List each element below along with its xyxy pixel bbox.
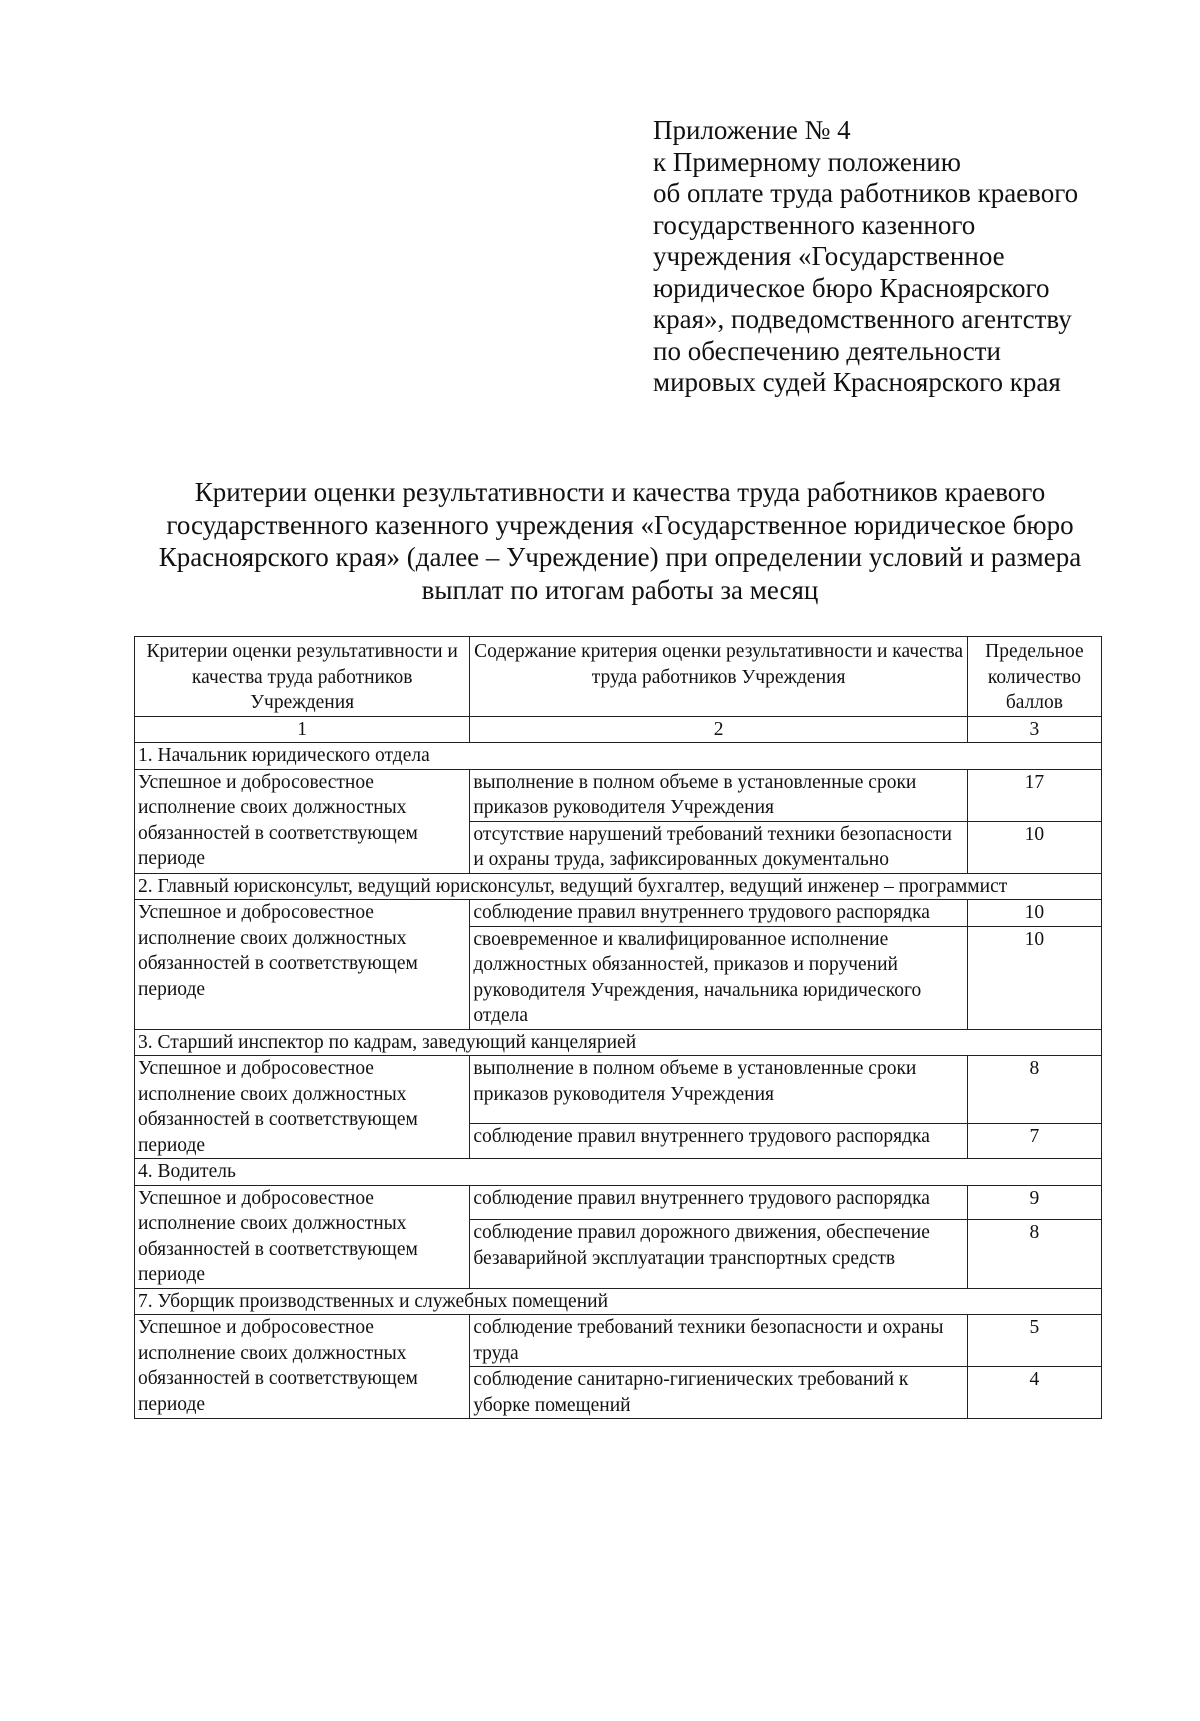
table-row bbox=[135, 900, 1102, 927]
section-title: 4. Водитель bbox=[135, 1159, 1102, 1186]
points-cell: 10 bbox=[967, 821, 1101, 873]
section-title: 7. Уборщик производственных и служебных помещений bbox=[135, 1288, 1102, 1315]
title-line: Критерии оценки результативности и качества труда работников краевого bbox=[194, 477, 1046, 507]
appendix-line: по обеспечению деятельности bbox=[653, 335, 1001, 366]
content-cell: соблюдение правил внутреннего трудового распорядка bbox=[470, 900, 968, 927]
column-number: 3 bbox=[967, 716, 1101, 743]
title-line: Красноярского края» (далее – Учреждение) при определении условий и размера bbox=[158, 542, 1082, 572]
appendix-line: края», подведомственного агентству bbox=[653, 304, 1072, 334]
section-row bbox=[135, 743, 1102, 770]
table-row bbox=[135, 1315, 1102, 1367]
section-title: 2. Главный юрисконсульт, ведущий юрисконсульт, ведущий бухгалтер, ведущий инженер – программист bbox=[135, 873, 1102, 900]
content-cell: соблюдение санитарно-гигиенических требований к уборке помещений bbox=[470, 1367, 968, 1419]
section-row bbox=[135, 1029, 1102, 1056]
points-cell: 8 bbox=[967, 1056, 1101, 1124]
table-row bbox=[135, 769, 1102, 821]
content-cell: выполнение в полном объеме в установленные сроки приказов руководителя Учреждения bbox=[470, 1056, 968, 1124]
section-title: 1. Начальник юридического отдела bbox=[135, 743, 1102, 770]
points-cell: 5 bbox=[967, 1315, 1101, 1367]
column-number: 1 bbox=[135, 716, 470, 743]
title-line: выплат по итогам работы за месяц bbox=[421, 574, 819, 605]
content-cell: выполнение в полном объеме в установленные сроки приказов руководителя Учреждения bbox=[470, 769, 968, 821]
table-row bbox=[135, 1056, 1102, 1124]
table-header-row bbox=[135, 637, 1102, 717]
header-criteria: Критерии оценки результативности и качества труда работников Учреждения bbox=[135, 637, 470, 717]
points-cell: 7 bbox=[967, 1124, 1101, 1159]
section-row bbox=[135, 1288, 1102, 1315]
header-points: Предельное количество баллов bbox=[967, 637, 1101, 717]
column-number: 2 bbox=[470, 716, 968, 743]
appendix-heading bbox=[653, 115, 1173, 399]
content-cell: своевременное и квалифицированное исполнение должностных обязанностей, приказов и поручений руководителя Учреждения, начальника юридического отдела bbox=[470, 926, 968, 1029]
content-cell: отсутствие нарушений требований техники безопасности и охраны труда, зафиксированных документально bbox=[470, 821, 968, 873]
table-row bbox=[135, 1185, 1102, 1220]
appendix-line: государственного казенного bbox=[653, 209, 976, 240]
title-line: государственного казенного учреждения «Государственное юридическое бюро bbox=[166, 509, 1074, 540]
points-cell: 8 bbox=[967, 1220, 1101, 1288]
appendix-line: учреждения «Государственное bbox=[653, 241, 1005, 271]
appendix-line: юридическое бюро Красноярского bbox=[653, 272, 1050, 303]
points-cell: 10 bbox=[967, 900, 1101, 927]
content-cell: соблюдение правил внутреннего трудового распорядка bbox=[470, 1185, 968, 1220]
points-cell: 4 bbox=[967, 1367, 1101, 1419]
section-row bbox=[135, 873, 1102, 900]
section-title: 3. Старший инспектор по кадрам, заведующий канцелярией bbox=[135, 1029, 1102, 1056]
criterion-cell: Успешное и добросовестное исполнение своих должностных обязанностей в соответствующем периоде bbox=[135, 1315, 470, 1419]
content-cell: соблюдение требований техники безопасности и охраны труда bbox=[470, 1315, 968, 1367]
header-content: Содержание критерия оценки результативности и качества труда работников Учреждения bbox=[470, 637, 968, 717]
appendix-line: мировых судей Красноярского края bbox=[653, 367, 1061, 397]
points-cell: 9 bbox=[967, 1185, 1101, 1220]
points-cell: 10 bbox=[967, 926, 1101, 1029]
points-cell: 17 bbox=[967, 769, 1101, 821]
section-row bbox=[135, 1159, 1102, 1186]
criterion-cell: Успешное и добросовестное исполнение своих должностных обязанностей в соответствующем периоде bbox=[135, 900, 470, 1030]
criteria-table bbox=[134, 636, 1102, 1419]
document-title bbox=[130, 476, 1110, 606]
appendix-line: об оплате труда работников краевого bbox=[653, 178, 1079, 208]
appendix-line: к Примерному положению bbox=[653, 146, 961, 177]
criterion-cell: Успешное и добросовестное исполнение своих должностных обязанностей в соответствующем периоде bbox=[135, 1056, 470, 1159]
criterion-cell: Успешное и добросовестное исполнение своих должностных обязанностей в соответствующем периоде bbox=[135, 769, 470, 873]
column-number-row bbox=[135, 716, 1102, 743]
appendix-line: Приложение № 4 bbox=[653, 115, 851, 145]
content-cell: соблюдение правил внутреннего трудового распорядка bbox=[470, 1124, 968, 1159]
content-cell: соблюдение правил дорожного движения, обеспечение безаварийной эксплуатации транспортных средств bbox=[470, 1220, 968, 1288]
criterion-cell: Успешное и добросовестное исполнение своих должностных обязанностей в соответствующем периоде bbox=[135, 1185, 470, 1288]
